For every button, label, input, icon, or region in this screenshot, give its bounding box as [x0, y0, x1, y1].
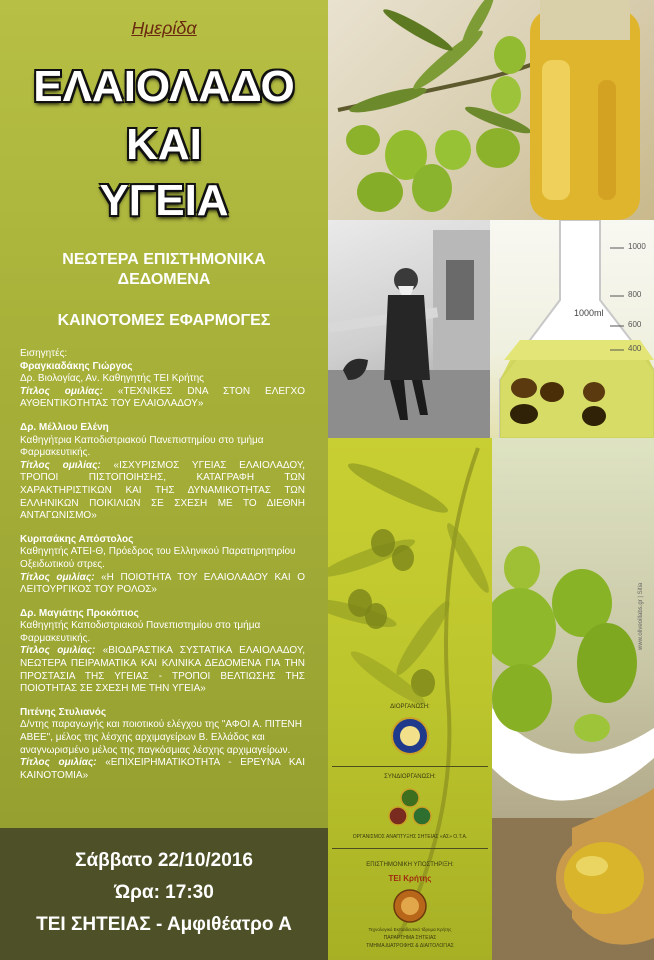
olive-oil-bottle-photo: [328, 0, 654, 220]
farmer-illustration: [328, 220, 490, 438]
talk-title-label: Τίτλος ομιλίας:: [20, 757, 97, 769]
flask-mark-600: 600: [628, 320, 642, 329]
coorganizer-logo: [386, 788, 434, 830]
talk-title-text: «ΒΙΟΔΡΑΣΤΙΚΑ ΣΥΣΤΑΤΙΚΑ ΕΛΑΙΟΛΑΔΟΥ, ΝΕΩΤΕΡΑ ΠΕΙΡΑΜΑΤΙΚΑ ΚΑΙ ΚΛΙΝΙΚΑ ΔΕΔΟΜΕΝΑ ΓΙΑ ΤΗΝ ΠΡΟΣΤΑΣΙΑ ΤΗΣ ΥΓΕΙΑΣ - ΤΡΟΠΟΙ ΒΕΛΤΙΩΣΗΣ ΤΗΣ ΠΟΙΟΤΗΤΑΣ ΣΕ ΣΧΕΣΗ ΜΕ ΤΗΝ ΥΓΕΙΑ»: [20, 645, 305, 695]
flask-mark-400: 400: [628, 344, 642, 353]
info-column: [0, 0, 328, 828]
speaker-name: Δρ. Μαγιάτης Προκόπιος: [20, 607, 139, 619]
olive-bowl-illustration: [492, 438, 654, 960]
talk-title-text: «Η ΠΟΙΟΤΗΤΑ ΤΟΥ ΕΛΑΙΟΛΑΔΟΥ ΚΑΙ Ο ΛΕΙΤΟΥΡΓΙΚΟΣ ΤΟΥ ΡΟΛΟΣ»: [20, 571, 305, 596]
talk-title-label: Τίτλος ομιλίας:: [20, 571, 95, 583]
sponsor-divider: [332, 766, 488, 767]
talk-title: [20, 572, 305, 597]
talk-title-label: Τίτλος ομιλίας:: [20, 385, 103, 397]
flask-mark-1000: 1000: [628, 242, 646, 251]
subtitle-2: ΚΑΙΝΟΤΟΜΕΣ ΕΦΑΡΜΟΓΕΣ: [57, 312, 271, 329]
title-line-2: ΚΑΙ: [126, 120, 202, 169]
talk-title: [20, 757, 305, 782]
talk-title: [20, 645, 305, 695]
talk-title-label: Τίτλος ομιλίας:: [20, 459, 101, 471]
speaker-name: Πιτένης Στυλιανός: [20, 706, 107, 718]
title-line-3: ΥΓΕΙΑ: [99, 176, 229, 225]
speaker-block: [20, 608, 305, 696]
event-venue: ΤΕΙ ΣΗΤΕΙΑΣ - Αμφιθέατρο Α: [36, 914, 292, 935]
event-details-bar: [0, 828, 328, 960]
scientific-support-name: ΤΕΙ Κρήτης: [388, 874, 432, 883]
subtitle-line-2: ΔΕΔΟΜΕΝΑ: [117, 271, 211, 288]
subtitle-line-1: ΝΕΩΤΕΡΑ ΕΠΙΣΤΗΜΟΝΙΚΑ: [62, 251, 266, 268]
speaker-role: Δ/ντης παραγωγής και ποιοτικού ελέγχου της "ΑΦΟΙ Α. ΠΙΤΕΝΗ ΑΒΕΕ", μέλος της λέσχης αρχιμαγείρων Β. Ελλάδος και αναγνωρισμένο μέλος της παγκόσμιας λέσχης αρχιμαγείρων.: [20, 719, 302, 756]
scientific-caption-3: ΤΜΗΜΑ ΔΙΑΤΡΟΦΗΣ & ΔΙΑΙΤΟΛΟΓΙΑΣ: [366, 943, 454, 949]
olive-branch-illustration: [328, 0, 654, 220]
speaker-block: [20, 361, 305, 411]
event-time: Ώρα: 17:30: [114, 882, 214, 903]
speaker-role: Καθηγητής Καποδιστριακού Πανεπιστημίου στο τμήμα Φαρμακευτικής.: [20, 620, 261, 644]
sponsors-panel: [328, 438, 492, 960]
event-type: Ημερίδα: [131, 18, 197, 38]
talk-title-text: «ΤΕΧΝΙΚΕΣ DNA ΣΤΟΝ ΕΛΕΓΧΟ ΑΥΘΕΝΤΙΚΟΤΗΤΑΣ ΤΟΥ ΕΛΑΙΟΛΑΔΟΥ»: [20, 385, 306, 410]
speaker-block: [20, 707, 305, 783]
scientific-caption-2: ΠΑΡΑΡΤΗΜΑ ΣΗΤΕΙΑΣ: [383, 935, 437, 941]
tei-crete-logo: [392, 888, 428, 924]
lab-flask-photo: [490, 220, 654, 438]
event-date: Σάββατο 22/10/2016: [75, 850, 253, 871]
organizer-label: ΔΙΟΡΓΑΝΩΣΗ:: [390, 704, 430, 710]
speaker-role: Δρ. Βιολογίας, Αν. Καθηγητής ΤΕΙ Κρήτης: [20, 373, 204, 385]
title-line-1: ΕΛΑΙΟΛΑΔΟ: [33, 62, 295, 111]
coorganizer-label: ΣΥΝΔΙΟΡΓΑΝΩΣΗ:: [384, 774, 436, 780]
organizer-logo: [390, 716, 430, 756]
photo-credit: www.oliveoillabs.gr | Sitia: [638, 582, 644, 650]
talk-title: [20, 460, 305, 523]
speaker-role: Καθηγητής ΑΤΕΙ-Θ, Πρόεδρος του Ελληνικού Παρατηρητηρίου Οξειδωτικού στρες.: [20, 546, 296, 570]
flask-mark-800: 800: [628, 290, 642, 299]
speaker-role: Καθηγήτρια Καποδιστριακού Πανεπιστημίου στο τμήμα Φαρμακευτικής.: [20, 434, 264, 459]
talk-title-text: «ΙΣΧΥΡΙΣΜΟΣ ΥΓΕΙΑΣ ΕΛΑΙΟΛΑΔΟΥ, ΤΡΟΠΟΙ ΠΙΣΤΟΠΟΙΗΣΗΣ, ΚΑΤΑΓΡΑΦΗ ΤΩΝ ΧΑΡΑΚΤΗΡΙΣΤΙΚΩΝ ΚΑΙ ΤΗΣ ΔΥΝΑΜΙΚΟΤΗΤΑΣ ΤΩΝ ΕΛΛΗΝΙΚΩΝ ΠΟΙΚΙΛΙΩΝ ΣΕ ΣΧΕΣΗ ΜΕ ΤΟ ΔΙΕΘΝΗ ΑΝΤΑΓΩΝΙΣΜΟ»: [20, 459, 305, 522]
flask-volume-label: 1000ml: [574, 308, 604, 318]
speaker-name: Φραγκιαδάκης Γιώργος: [20, 360, 133, 372]
scientific-caption-1: Τεχνολογικό Εκπαιδευτικό Ίδρυμα Κρήτης: [368, 927, 452, 932]
speaker-name: Κυριτσάκης Απόστολος: [20, 533, 134, 545]
farmer-photo: [328, 220, 490, 438]
talk-title-label: Τίτλος ομιλίας:: [20, 645, 96, 657]
sponsor-divider: [332, 848, 488, 849]
speaker-block: [20, 534, 305, 597]
scientific-support-label: ΕΠΙΣΤΗΜΟΝΙΚΗ ΥΠΟΣΤΗΡΙΞΗ:: [366, 862, 454, 868]
flask-illustration: [490, 220, 654, 438]
talk-title-text: «ΕΠΙΧΕΙΡΗΜΑΤΙΚΟΤΗΤΑ - ΕΡΕΥΝΑ ΚΑΙ ΚΑΙΝΟΤΟΜΙΑ»: [20, 757, 305, 781]
speaker-name: Δρ. Μέλλιου Ελένη: [20, 421, 109, 433]
speakers-list: [20, 348, 305, 793]
talk-title: [20, 386, 305, 411]
speakers-label: Εισηγητές:: [20, 348, 68, 359]
olive-bowl-photo: [492, 438, 654, 960]
coorganizer-caption: ΟΡΓΑΝΙΣΜΟΣ ΑΝΑΠΤΥΞΗΣ ΣΗΤΕΙΑΣ «ΑΣ» Ο.Τ.Α.: [352, 834, 468, 840]
speaker-block: [20, 422, 305, 523]
